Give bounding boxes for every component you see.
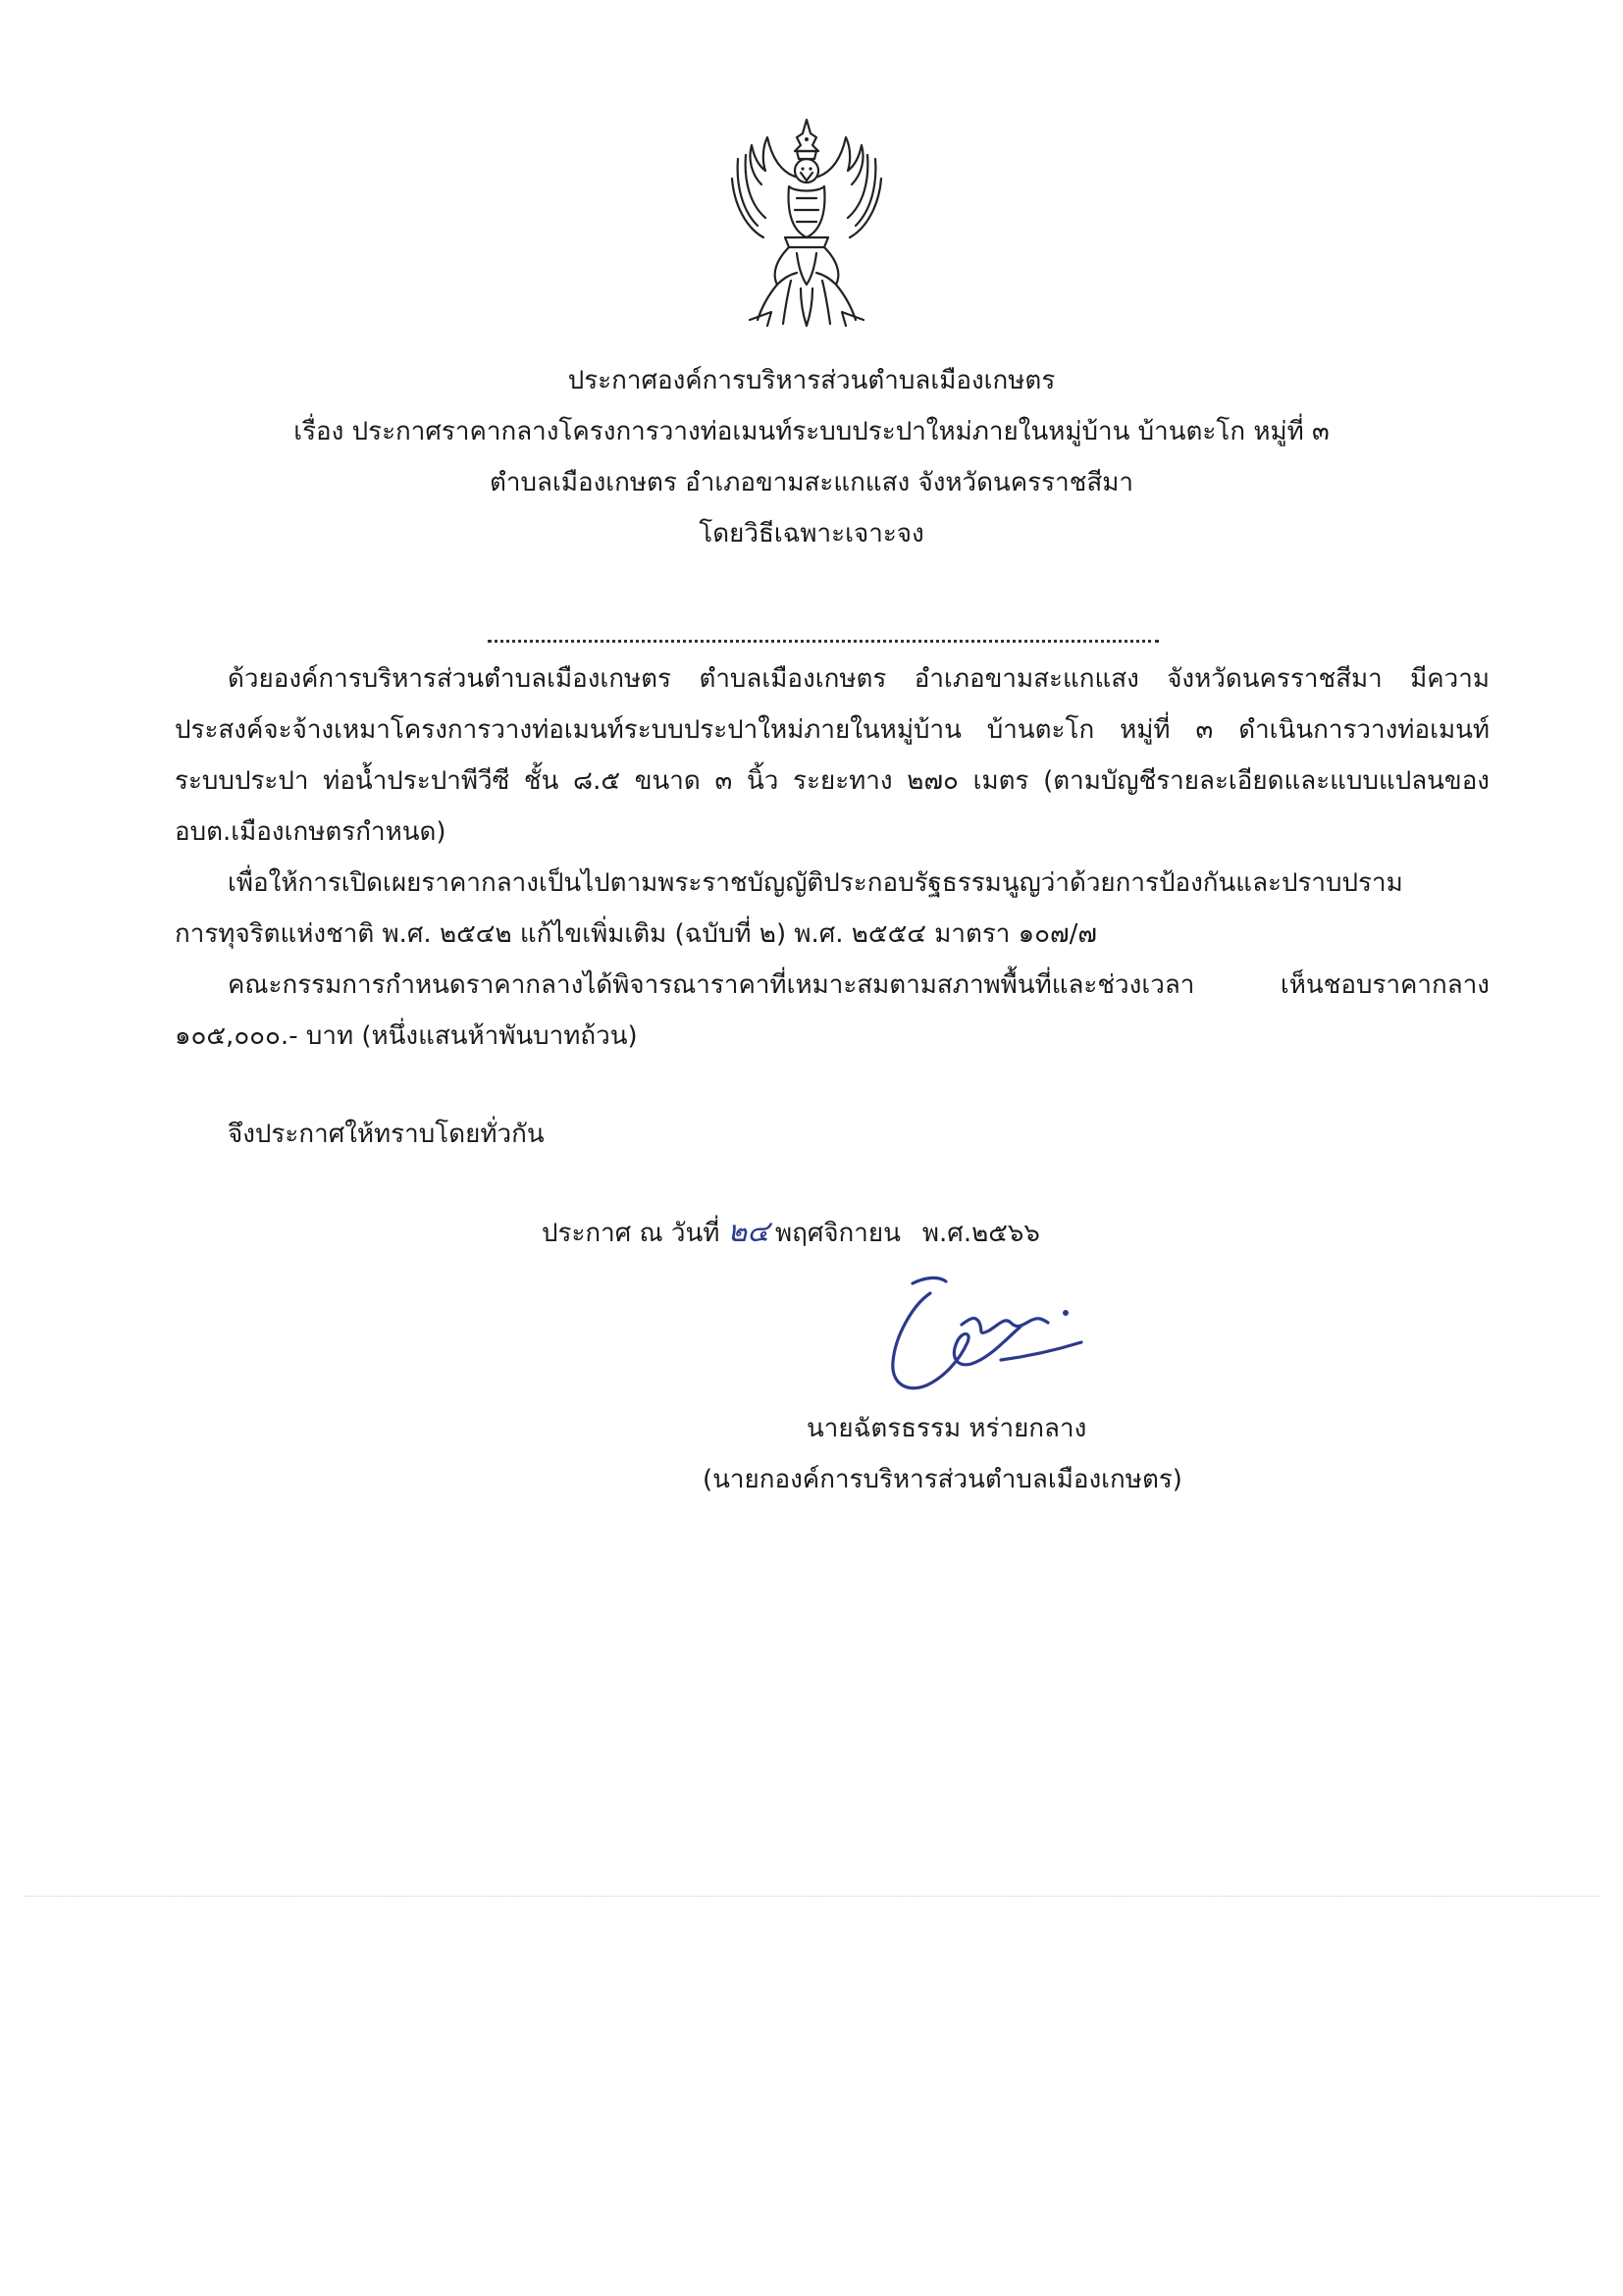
signature-icon: [873, 1266, 1119, 1398]
closing-statement: จึงประกาศให้ทราบโดยทั่วกัน: [228, 1120, 545, 1149]
dotted-separator: [488, 620, 1159, 643]
paragraph-1-line-4: อบต.เมืองเกษตรกำหนด): [175, 817, 446, 847]
announcement-date: [542, 1213, 1040, 1253]
paragraph-2-line-1: เพื่อให้การเปิดเผยราคากลางเป็นไปตามพระราชบัญญัติประกอบรัฐธรรมนูญว่าด้วยการป้องกันและปราบปราม: [228, 868, 1403, 898]
announcement-subject: เรื่อง ประกาศราคากลางโครงการวางท่อเมนท์ระบบประปาใหม่ภายในหมู่บ้าน บ้านตะโก หมู่ที่ ๓: [293, 417, 1330, 446]
date-year: พ.ศ.๒๕๖๖: [921, 1219, 1040, 1248]
paragraph-3-line-1: คณะกรรมการกำหนดราคากลางได้พิจารณาราคาที่เหมาะสมตามสภาพพื้นที่และช่วงเวลา เห็นชอบราคากลาง: [228, 970, 1490, 1000]
garuda-emblem-icon: [728, 116, 885, 330]
page-fold-line: [24, 1896, 1599, 1897]
paragraph-1-line-3: ระบบประปา ท่อน้ำประปาพีวีซี ชั้น ๘.๕ ขนาด ๓ นิ้ว ระยะทาง ๒๗๐ เมตร (ตามบัญชีรายละเอียดและแบบแปลนของ: [175, 766, 1490, 796]
date-prefix: ประกาศ ณ วันที่: [542, 1219, 720, 1248]
signatory-name: นายฉัตรธรรม หร่ายกลาง: [807, 1414, 1087, 1443]
signatory-title: (นายกองค์การบริหารส่วนตำบลเมืองเกษตร): [703, 1465, 1182, 1494]
paragraph-3-line-2: ๑๐๕,๐๐๐.- บาท (หนึ่งแสนห้าพันบาทถ้วน): [175, 1021, 638, 1051]
announcement-location: ตำบลเมืองเกษตร อำเภอขามสะแกแสง จังหวัดนครราชสีมา: [490, 468, 1133, 497]
paragraph-2-line-2: การทุจริตแห่งชาติ พ.ศ. ๒๕๔๒ แก้ไขเพิ่มเติม (ฉบับที่ ๒) พ.ศ. ๒๕๕๔ มาตรา ๑๐๗/๗: [175, 919, 1097, 949]
paragraph-1-line-2: ประสงค์จะจ้างเหมาโครงการวางท่อเมนท์ระบบประปาใหม่ภายในหมู่บ้าน บ้านตะโก หมู่ที่ ๓ ดำเนินการวางท่อเมนท์: [175, 715, 1490, 745]
date-day-handwritten: ๒๔: [727, 1215, 769, 1249]
date-month: พฤศจิกายน: [774, 1219, 901, 1248]
announcement-title: ประกาศองค์การบริหารส่วนตำบลเมืองเกษตร: [567, 366, 1056, 395]
paragraph-1-line-1: ด้วยองค์การบริหารส่วนตำบลเมืองเกษตร ตำบลเมืองเกษตร อำเภอขามสะแกแสง จังหวัดนครราชสีมา มีความ: [228, 664, 1490, 694]
announcement-method: โดยวิธีเฉพาะเจาะจง: [699, 519, 924, 548]
